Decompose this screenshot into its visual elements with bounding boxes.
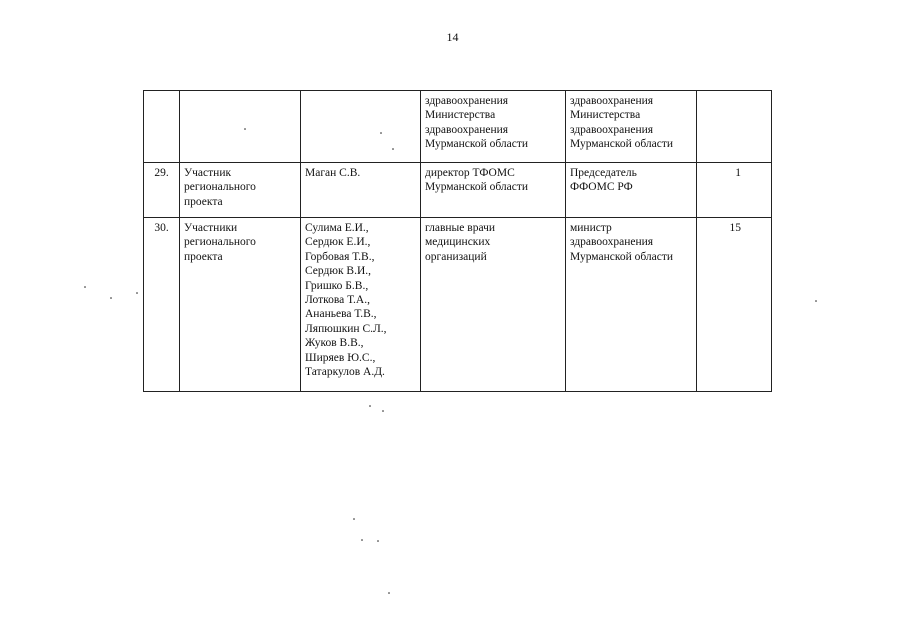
scan-speck [361, 539, 363, 541]
quantity-cell: 15 [697, 218, 772, 392]
scan-speck [382, 410, 384, 412]
position-cell: здравоохранения Министерства здравоохранения Мурманской области [421, 91, 566, 163]
supervisor-cell: здравоохранения Министерства здравоохранения Мурманской области [566, 91, 697, 163]
scan-speck [110, 297, 112, 299]
row-number [144, 91, 180, 163]
scan-speck [392, 148, 394, 150]
scan-speck [244, 128, 246, 130]
names-cell [301, 91, 421, 163]
role-cell: Участник регионального проекта [180, 163, 301, 218]
supervisor-cell: министр здравоохранения Мурманской области [566, 218, 697, 392]
table-row [144, 91, 772, 163]
row-number: 29. [144, 163, 180, 218]
scan-speck [815, 300, 817, 302]
scan-speck [353, 518, 355, 520]
position-cell: главные врачи медицинских организаций [421, 218, 566, 392]
participants-table [143, 90, 772, 392]
table-row [144, 218, 772, 392]
role-cell [180, 91, 301, 163]
quantity-cell [697, 91, 772, 163]
page-number: 14 [446, 30, 459, 44]
role-cell: Участники регионального проекта [180, 218, 301, 392]
scan-speck [377, 540, 379, 542]
supervisor-cell: Председатель ФФОМС РФ [566, 163, 697, 218]
names-cell: Маган С.В. [301, 163, 421, 218]
scan-speck [136, 292, 138, 294]
scan-speck [84, 286, 86, 288]
scan-speck [380, 132, 382, 134]
position-cell: директор ТФОМС Мурманской области [421, 163, 566, 218]
scan-speck [369, 405, 371, 407]
row-number: 30. [144, 218, 180, 392]
table-row [144, 163, 772, 218]
scan-speck [388, 592, 390, 594]
names-cell: Сулима Е.И., Сердюк Е.И., Горбовая Т.В., Сердюк В.И., Гришко Б.В., Лоткова Т.А., Ананьева Т.В., Ляпюшкин С.Л., Жуков В.В., Ширяев Ю.С., Татаркулов А.Д. [301, 218, 421, 392]
quantity-cell: 1 [697, 163, 772, 218]
